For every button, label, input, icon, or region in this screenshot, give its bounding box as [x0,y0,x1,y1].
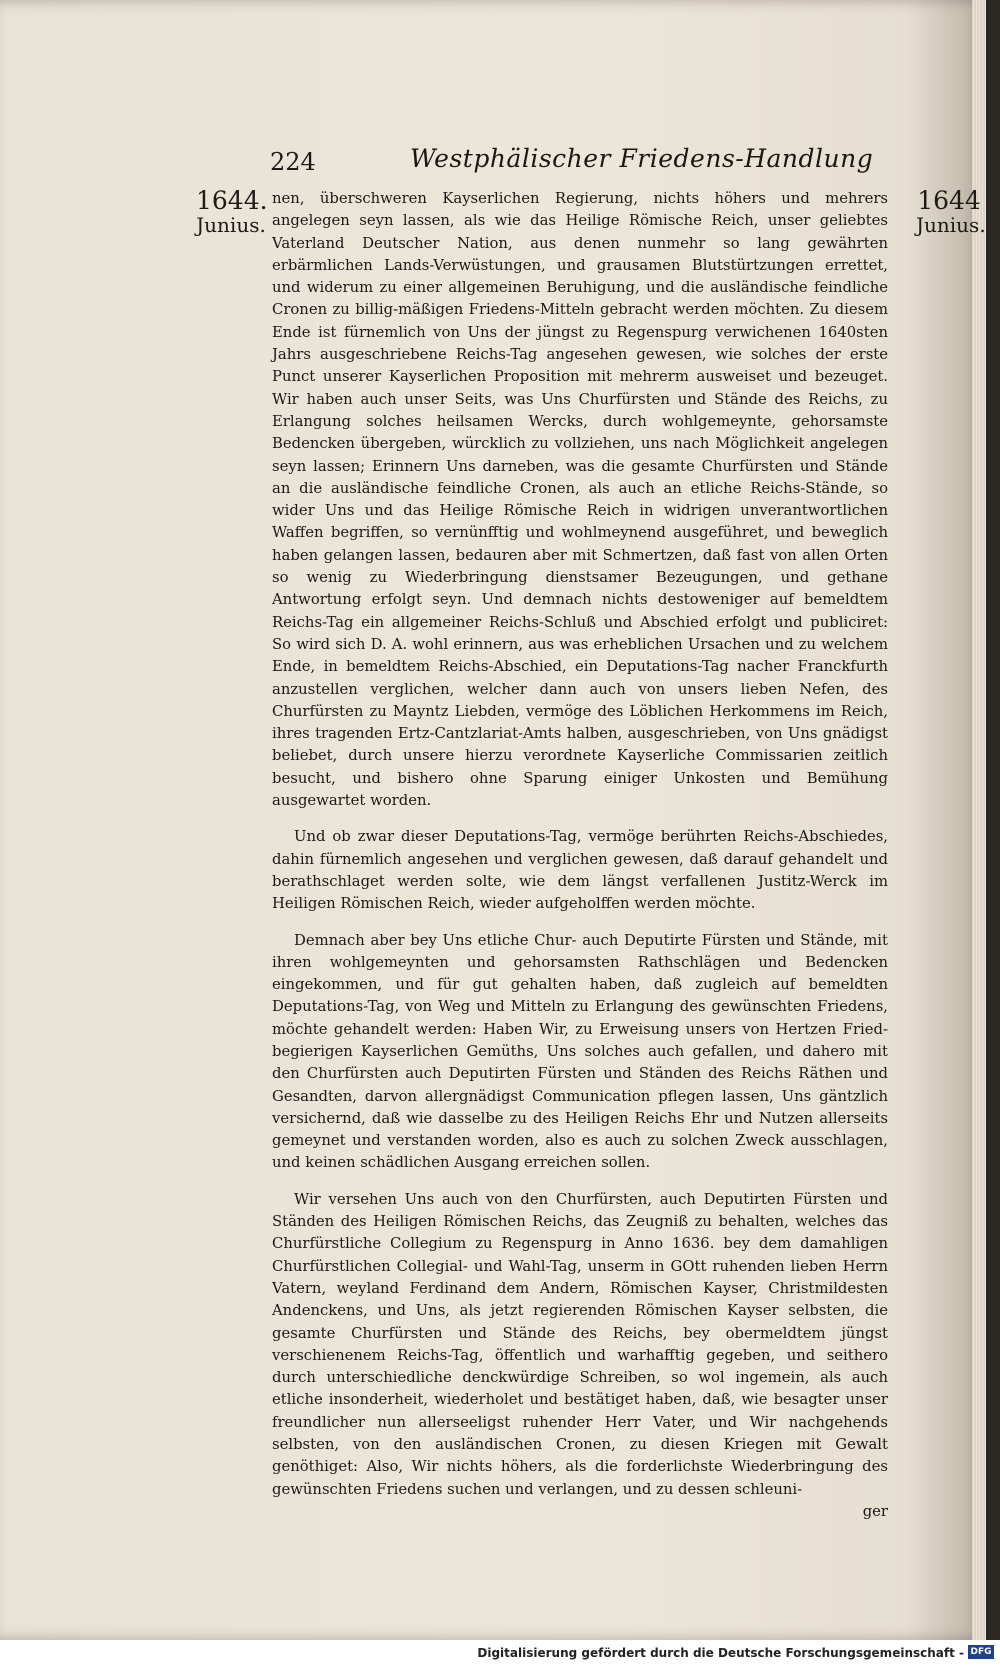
paragraph-4: Wir versehen Uns auch von den Churfürsten, auch Deputirten Fürsten und Ständen des Heiligen Römischen Reichs, das Zeugniß zu behalten, welches das Churfürstliche Collegium zu Regenspurg in Anno 1636. bey dem damahligen Churfürstlichen Collegial- und Wahl-Tag, unserm in GOtt ruhenden lieben Herrn Vatern, weyland Ferdinand dem Andern, Römischen Kayser, Christmildesten Andenckens, und Uns, als jetzt regierenden Römischen Kayser selbsten, die gesamte Churfürsten und Stände des Reichs, bey obermeldtem jüngst verschienenem Reichs-Tag, öffentlich und warhafftig gegeben, und seithero durch unterschiedliche denckwürdige Schreiben, so wol ingemein, als auch etliche insonderheit, wiederholet und bestätiget haben, daß, wie besagter unser freundlicher nun allerseeligst ruhender Herr Vater, und Wir nachgehends selbsten, von den ausländischen Cronen, zu diesen Kriegen mit Gewalt genöthiget: Also, Wir nichts höhers, als die forderlichste Wiederbringung des gewünschten Friedens suchen und verlangen, und zu dessen schleuni- [272,1190,888,1498]
page-header [0,144,986,188]
footer-credit: Digitalisierung gefördert durch die Deutsche Forschungsgemeinschaft - [477,1646,964,1660]
paragraph-1: nen, überschweren Kayserlichen Regierung, nichts höhers und mehrers angelegen seyn lassen, als wie das Heilige Römische Reich, unser geliebtes Vaterland Deutscher Nation, aus denen nunmehr so lang gewährten erbärmlichen Lands-Verwüstungen, und grausamen Blutstürtzungen errettet, und widerum zu einer allgemeinen Beruhigung, und die ausländische feindliche Cronen zu billig-mäßigen Friedens-Mitteln gebracht werden möchten. Zu diesem Ende ist fürnemlich von Uns der jüngst zu Regenspurg verwichenen 1640sten Jahrs ausgeschriebene Reichs-Tag angesehen gewesen, wie solches der erste Punct unserer Kayserlichen Proposition mit mehrerm ausweiset und bezeuget. Wir haben auch unser Seits, was Uns Churfürsten und Stände des Reichs, zu Erlangung solches heilsamen Wercks, durch wohlgemeynte, gehorsamste Bedencken übergeben, würcklich zu vollziehen, uns nach Möglichkeit angelegen seyn lassen; Erinnern Uns darneben, was die gesamte Churfürsten und Stände an die ausländische feindliche Cronen, als auch an etliche Reichs-Stände, so wider Uns und das Heilige Römische Reich in widrigen unverantwortlichen Waffen begriffen, so vernünfftig und wohlmeynend ausgeführet, und beweglich haben gelangen lassen, bedauren aber mit Schmertzen, daß fast von allen Orten so wenig zu Wiederbringung dienstsamer Bezeugungen, und gethane Antwortung erfolgt seyn. Und demnach nichts destoweniger auf bemeldtem Reichs-Tag ein allgemeiner Reichs-Schluß und Abschied erfolgt und publiciret: So wird sich D. A. wohl erinnern, aus was erheblichen Ursachen und zu welchem Ende, in bemeldtem Reichs-Abschied, ein Deputations-Tag nacher Franckfurth anzustellen verglichen, welcher dann auch von unsers lieben Nefen, des Churfürsten zu Mayntz Liebden, vermöge des Löblichen Herkommens im Reich, ihres tragenden Ertz-Cantzlariat-Amts halben, ausgeschrieben, von Uns gnädigst beliebet, durch unsere hierzu verordnete Kayserliche Commissarien zeitlich besucht, und bishero ohne Sparung einiger Unkosten und Bemühung ausgewartet worden. [272,190,888,810]
catchword: ger [862,1502,888,1520]
page-edge [972,0,986,1640]
left-margin-date [196,188,266,236]
paragraph-2: Und ob zwar dieser Deputations-Tag, vermöge berührten Reichs-Abschiedes, dahin fürnemlich angesehen und verglichen gewesen, daß darauf gehandelt und berathschlaget werden solte, wie dem längst verfallenen Justitz-Werck im Heiligen Römischen Reich, wieder aufgeholffen werden möchte. [272,828,888,913]
right-margin-year: 1644 [917,186,981,215]
left-margin-month: Junius. [196,213,266,237]
paragraph-3: Demnach aber bey Uns etliche Chur- auch Deputirte Fürsten und Stände, mit ihren wohlgemeynten und gehorsamsten Rathschlägen und Bedencken eingekommen, und für gut gehalten haben, daß zugleich auf bemeldten Deputations-Tag, von Weg und Mitteln zu Erlangung des gewünschten Friedens, möchte gehandelt werden: Haben Wir, zu Erweisung unsers von Hertzen Fried-begierigen Kayserlichen Gemüths, Uns solches auch gefallen, und dahero mit den Churfürsten auch Deputirten Fürsten und Ständen des Reichs Räthen und Gesandten, darvon allergnädigst Communication pflegen lassen, Uns gäntzlich versichernd, daß wie dasselbe zu des Heiligen Reichs Ehr und Nutzen allerseits gemeynet und verstanden worden, also es auch zu solchen Zweck ausschlagen, und keinen schädlichen Ausgang erreichen sollen. [272,931,888,1172]
body-text [272,188,888,1523]
running-title: Westphälischer Friedens-Handlung [410,144,874,173]
right-margin-date [916,186,986,237]
right-margin-month: Junius. [916,213,986,237]
footer-bar [0,1640,1000,1666]
page-number: 224 [270,148,316,176]
left-margin-year: 1644. [196,186,268,215]
dfg-logo: DFG [968,1645,994,1659]
